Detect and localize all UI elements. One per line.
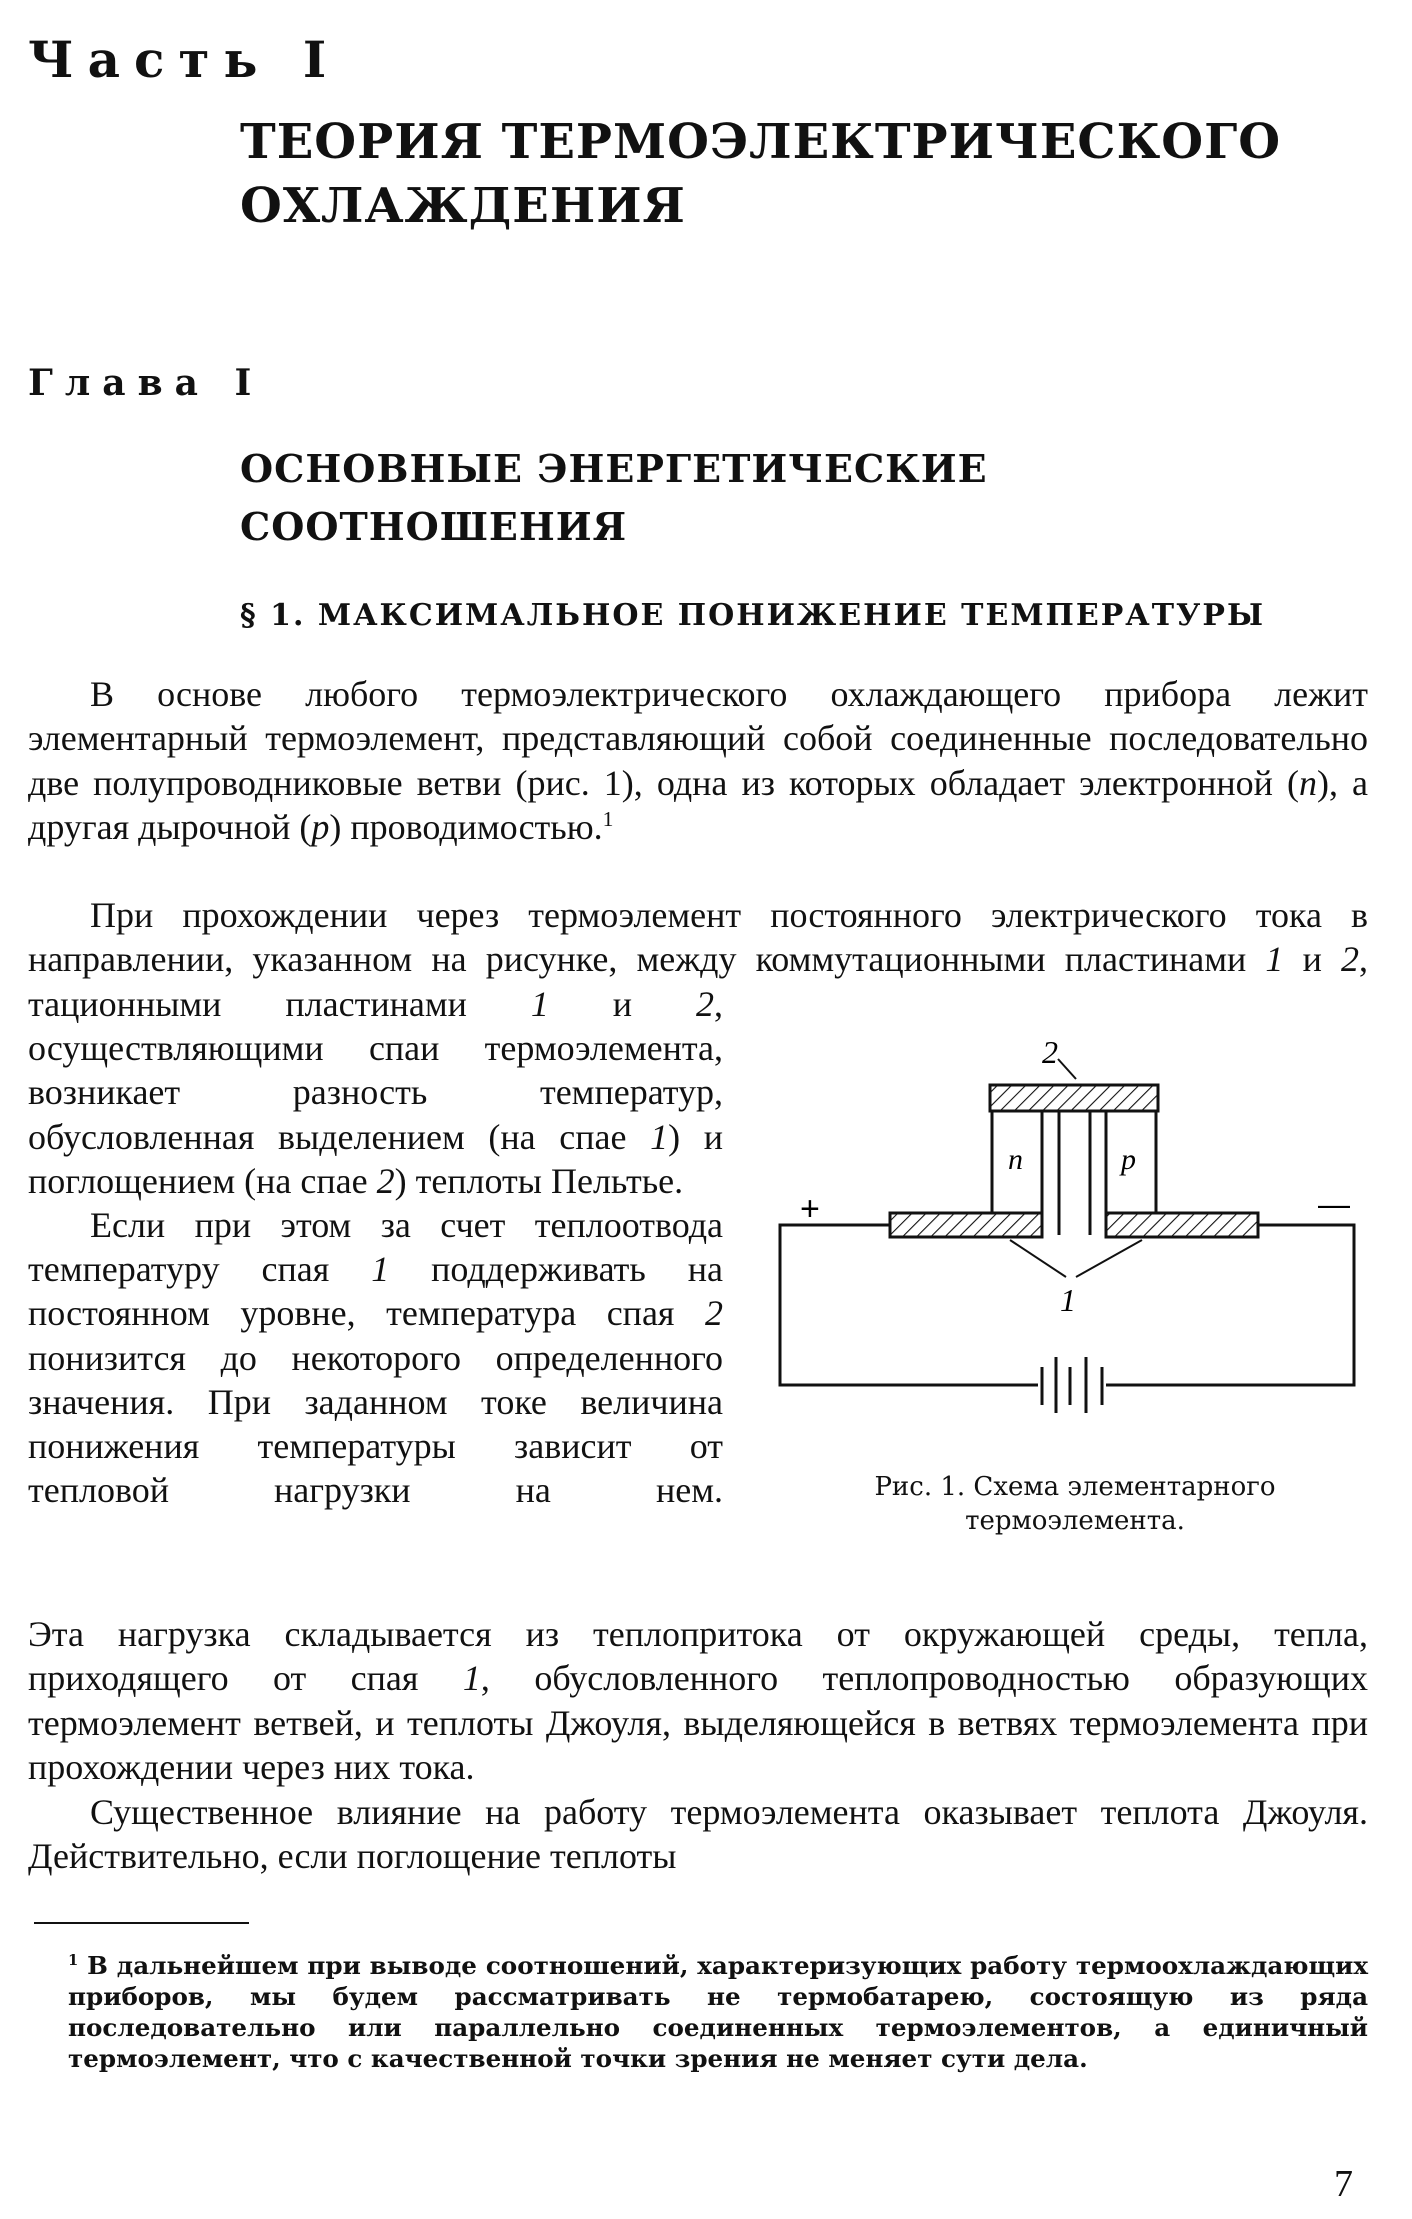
leader-line-2: [1058, 1059, 1076, 1079]
paragraph-1: В основе любого термоэлектрического охлаждающего прибора лежит элементарный термоэлемент, представляющий собой соединенные последовательно две полупроводниковые ветви (рис. 1), одна из которых обладает электронной (n), а другая дырочной (p) проводимостью.$^1$: [28, 674, 1369, 848]
label-n: n: [1008, 1143, 1023, 1176]
page-number: 7: [1334, 2163, 1353, 2205]
paragraph-2-rest: тационными пластинами 1 и 2, осуществляющими спаи термоэлемента, возникает разность температур, обусловленная выделением (на спае 1) и поглощением (на спае 2) теплоты Пельтье.: [28, 984, 723, 1201]
circuit-wire: [780, 1225, 1038, 1385]
footnote: $^1$ В дальнейшем при выводе соотношений, характеризующих работу термоохлаждающих приборов, мы будем рассматривать не термобатарею, состоящую из ряда последовательно или параллельно соединенных термоэлементов, а единичный термоэлемент, что с качественной точки зрения не меняет сути дела.: [68, 1951, 1368, 2073]
footnote-marker: 1: [602, 807, 614, 832]
paragraph-3-lead: Если при этом за счет теплоотвода температуру спая 1 поддерживать на постоянном уровне, температура спая 2 понизится до некоторого определенного значения. При заданном токе величина понижения температуры зависит от тепловой нагрузки на нем.: [28, 1205, 723, 1511]
paragraph-2-lead: При прохождении через термоэлемент постоянного электрического тока в направлении, указанном на рисунке, между коммутационными пластинами 1 и 2,: [28, 895, 1368, 980]
chapter-label: Глава I: [28, 362, 264, 404]
label-plate-2: 2: [1042, 1034, 1058, 1070]
label-p: p: [1121, 1143, 1136, 1176]
part-title: ТЕОРИЯ ТЕРМОЭЛЕКТРИЧЕСКОГО ОХЛАЖДЕНИЯ: [240, 114, 1282, 234]
thermoelement-diagram: [770, 1015, 1370, 1455]
part-label: Часть I: [28, 30, 341, 89]
paragraph-4: Существенное влияние на работу термоэлемента оказывает теплота Джоуля. Действительно, если поглощение теплоты: [28, 1792, 1368, 1877]
leader-line-1a: [1010, 1240, 1066, 1277]
figure-caption: Рис. 1. Схема элементарного термоэлемента.: [874, 1472, 1276, 1536]
chapter-title: ОСНОВНЫЕ ЭНЕРГЕТИЧЕСКИЕ СООТНОШЕНИЯ: [240, 446, 988, 549]
plate-1-left: [890, 1213, 1042, 1237]
paragraph-3-rest: Эта нагрузка складывается из теплопритока от окружающей среды, тепла, приходящего от спая 1, обусловленного теплопроводностью образующих термоэлемент ветвей, и теплоты Джоуля, выделяющейся в ветвях термоэлемента при прохождении через них тока.: [28, 1614, 1368, 1788]
wrapped-column: [28, 982, 723, 1512]
plate-1-right: [1106, 1213, 1258, 1237]
section-title: § 1. МАКСИМАЛЬНОЕ ПОНИЖЕНИЕ ТЕМПЕРАТУРЫ: [240, 598, 1266, 633]
label-plate-1: 1: [1060, 1282, 1076, 1318]
plate-2: [990, 1085, 1158, 1111]
footnote-number: 1: [68, 1951, 79, 1969]
plus-sign: +: [800, 1190, 820, 1228]
leader-line-1b: [1076, 1240, 1142, 1277]
minus-sign: —: [1318, 1186, 1350, 1222]
footnote-rule: [34, 1922, 249, 1924]
circuit-wire-right: [1106, 1225, 1354, 1385]
